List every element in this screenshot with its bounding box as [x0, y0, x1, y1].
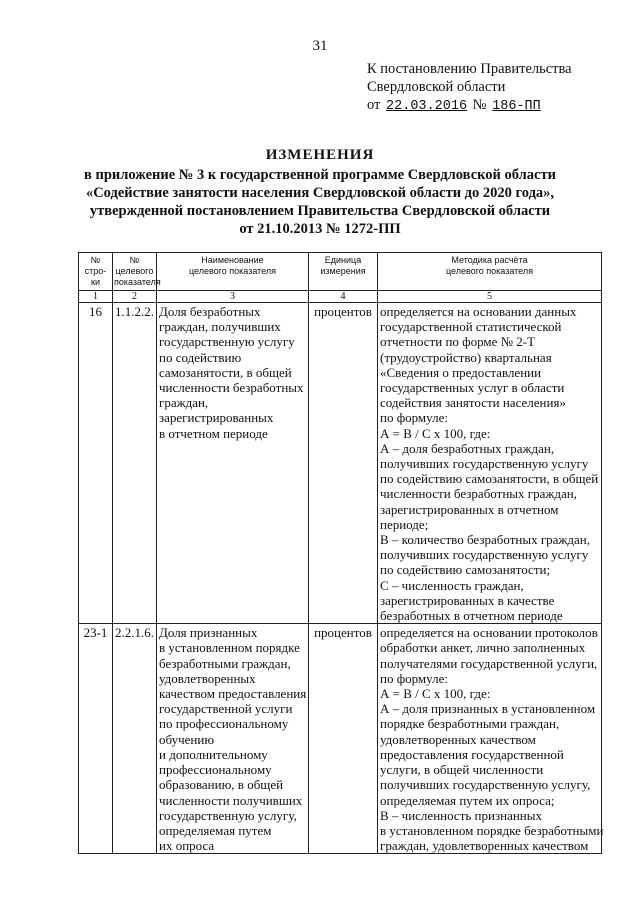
cell-text-line: обучению: [159, 731, 215, 747]
subtitle-line: в приложение № 3 к государственной программе Свердловской области: [84, 167, 556, 183]
cell-text-line: их опроса: [159, 838, 215, 854]
cell-text-line: А = В / С х 100, где:: [380, 425, 491, 441]
column-number: 5: [378, 291, 602, 303]
cell-text-line: А – доля безработных граждан,: [380, 440, 555, 456]
cell-text-line: государственную услугу: [159, 334, 295, 350]
cell-text-line: численности безработных граждан,: [380, 486, 577, 502]
cell-text-line: зарегистрированных в отчетном: [380, 501, 559, 517]
cell-text-line: государственной статистической: [380, 319, 562, 335]
cell-text-line: получивших государственную услугу,: [380, 777, 591, 793]
cell-text-line: порядке безработными граждан,: [380, 716, 560, 732]
cell-text-line: численности безработных: [159, 380, 304, 396]
cell-text-line: в отчетном периоде: [159, 425, 268, 441]
cell-text-line: граждан, удовлетворенных качеством: [380, 838, 589, 854]
indicator-number: 2.2.1.6.: [113, 624, 157, 854]
indicator-name: [157, 303, 309, 624]
cell-text-line: удовлетворенных: [159, 670, 256, 686]
cell-text-line: предоставления государственной: [380, 746, 564, 762]
cell-text-line: граждан, получивших: [159, 319, 281, 335]
cell-text-line: в установленном порядке безработными: [380, 822, 604, 838]
cell-text-line: периоде;: [380, 516, 429, 532]
cell-text-line: Доля безработных: [159, 304, 261, 319]
cell-text-line: С – численность граждан,: [380, 577, 524, 593]
cell-text-line: по содействию самозанятости, в общей: [380, 471, 599, 487]
decree-date: 22.03.2016: [386, 99, 468, 114]
cell-text-line: содействия занятости населения»: [380, 395, 566, 411]
column-number: 4: [309, 291, 378, 303]
decree-number: 186-ПП: [492, 99, 541, 114]
cell-text-line: самозанятости, в общей: [159, 364, 292, 380]
table-row: [79, 624, 602, 854]
header-unit: Единица измерения: [309, 253, 378, 291]
cell-text-line: определяемая путем: [159, 822, 272, 838]
header-indicator-no: № целевого показателя: [113, 253, 157, 291]
subtitle-line: от 21.10.2013 № 1272-ПП: [239, 221, 401, 237]
document-subtitle: [40, 166, 600, 238]
header-indicator-name: Наименование целевого показателя: [157, 253, 309, 291]
cell-text-line: государственной услуги: [159, 701, 293, 717]
indicator-name: [157, 624, 309, 854]
cell-text-line: по содействию самозанятости;: [380, 562, 551, 578]
subtitle-line: «Содействие занятости населения Свердловской области до 2020 года»,: [85, 185, 555, 201]
calculation-method: [378, 303, 602, 624]
cell-text-line: зарегистрированных: [159, 410, 274, 426]
header-row-no: № стро- ки: [79, 253, 113, 291]
cell-text-line: получивших государственную услугу: [380, 547, 589, 563]
cell-text-line: определяется на основании протоколов: [380, 625, 598, 641]
cell-text-line: «Сведения о предоставлении: [380, 364, 542, 380]
unit-of-measure: процентов: [309, 303, 378, 624]
cell-text-line: государственных услуг в области: [380, 380, 565, 396]
cell-text-line: зарегистрированных в качестве: [380, 592, 555, 608]
cell-text-line: в установленном порядке: [159, 640, 300, 656]
addressee-line-1: К постановлению Правительства: [367, 61, 572, 77]
cell-text-line: по формуле:: [380, 670, 448, 686]
cell-text-line: образованию, в общей: [159, 777, 284, 793]
cell-text-line: получателями государственной услуги,: [380, 655, 598, 671]
column-numbers-row: [79, 291, 602, 303]
cell-text-line: А – доля признанных в установленном: [380, 701, 596, 717]
calculation-method: [378, 624, 602, 854]
cell-text-line: граждан,: [159, 395, 209, 411]
cell-text-line: по профессиональному: [159, 716, 289, 732]
cell-text-line: по содействию: [159, 349, 242, 365]
cell-text-line: услуги, в общей численности: [380, 762, 544, 778]
cell-text-line: Доля признанных: [159, 625, 258, 641]
indicators-table: [78, 252, 602, 854]
cell-text-line: определяется на основании данных: [380, 304, 577, 319]
cell-text-line: и дополнительному: [159, 746, 268, 762]
cell-text-line: определяемая путем их опроса;: [380, 792, 555, 808]
table-row: [79, 303, 602, 624]
column-number: 2: [113, 291, 157, 303]
column-number: 3: [157, 291, 309, 303]
cell-text-line: профессиональному: [159, 762, 272, 778]
cell-text-line: В – количество безработных граждан,: [380, 532, 590, 548]
cell-text-line: обработки анкет, лично заполненных: [380, 640, 586, 656]
unit-of-measure: процентов: [309, 624, 378, 854]
column-number: 1: [79, 291, 113, 303]
cell-text-line: А = В / С х 100, где:: [380, 686, 491, 702]
decree-date-line: [367, 96, 627, 116]
addressee-block: [367, 60, 627, 116]
page-number: 31: [312, 38, 328, 54]
cell-text-line: отчетности по форме № 2-Т: [380, 334, 536, 350]
indicator-number: 1.1.2.2.: [113, 303, 157, 624]
row-number: 16: [79, 303, 113, 624]
cell-text-line: качеством предоставления: [159, 686, 307, 702]
row-number: 23-1: [79, 624, 113, 854]
header-method: Методика расчёта целевого показателя: [378, 253, 602, 291]
cell-text-line: (трудоустройство) квартальная: [380, 349, 552, 365]
subtitle-line: утвержденной постановлением Правительства Свердловской области: [89, 203, 551, 219]
cell-text-line: удовлетворенных качеством: [380, 731, 536, 747]
table-header-row: [79, 253, 602, 291]
cell-text-line: безработных в отчетном периоде: [380, 608, 563, 624]
document-title: ИЗМЕНЕНИЯ: [265, 147, 375, 163]
cell-text-line: численности получивших: [159, 792, 303, 808]
cell-text-line: государственную услугу,: [159, 807, 297, 823]
cell-text-line: по формуле:: [380, 410, 448, 426]
from-label: от: [367, 97, 381, 113]
cell-text-line: получивших государственную услугу: [380, 456, 589, 472]
cell-text-line: В – численность признанных: [380, 807, 542, 823]
cell-text-line: безработными граждан,: [159, 655, 291, 671]
number-label: №: [472, 97, 487, 113]
addressee-line-2: Свердловской области: [367, 79, 506, 95]
